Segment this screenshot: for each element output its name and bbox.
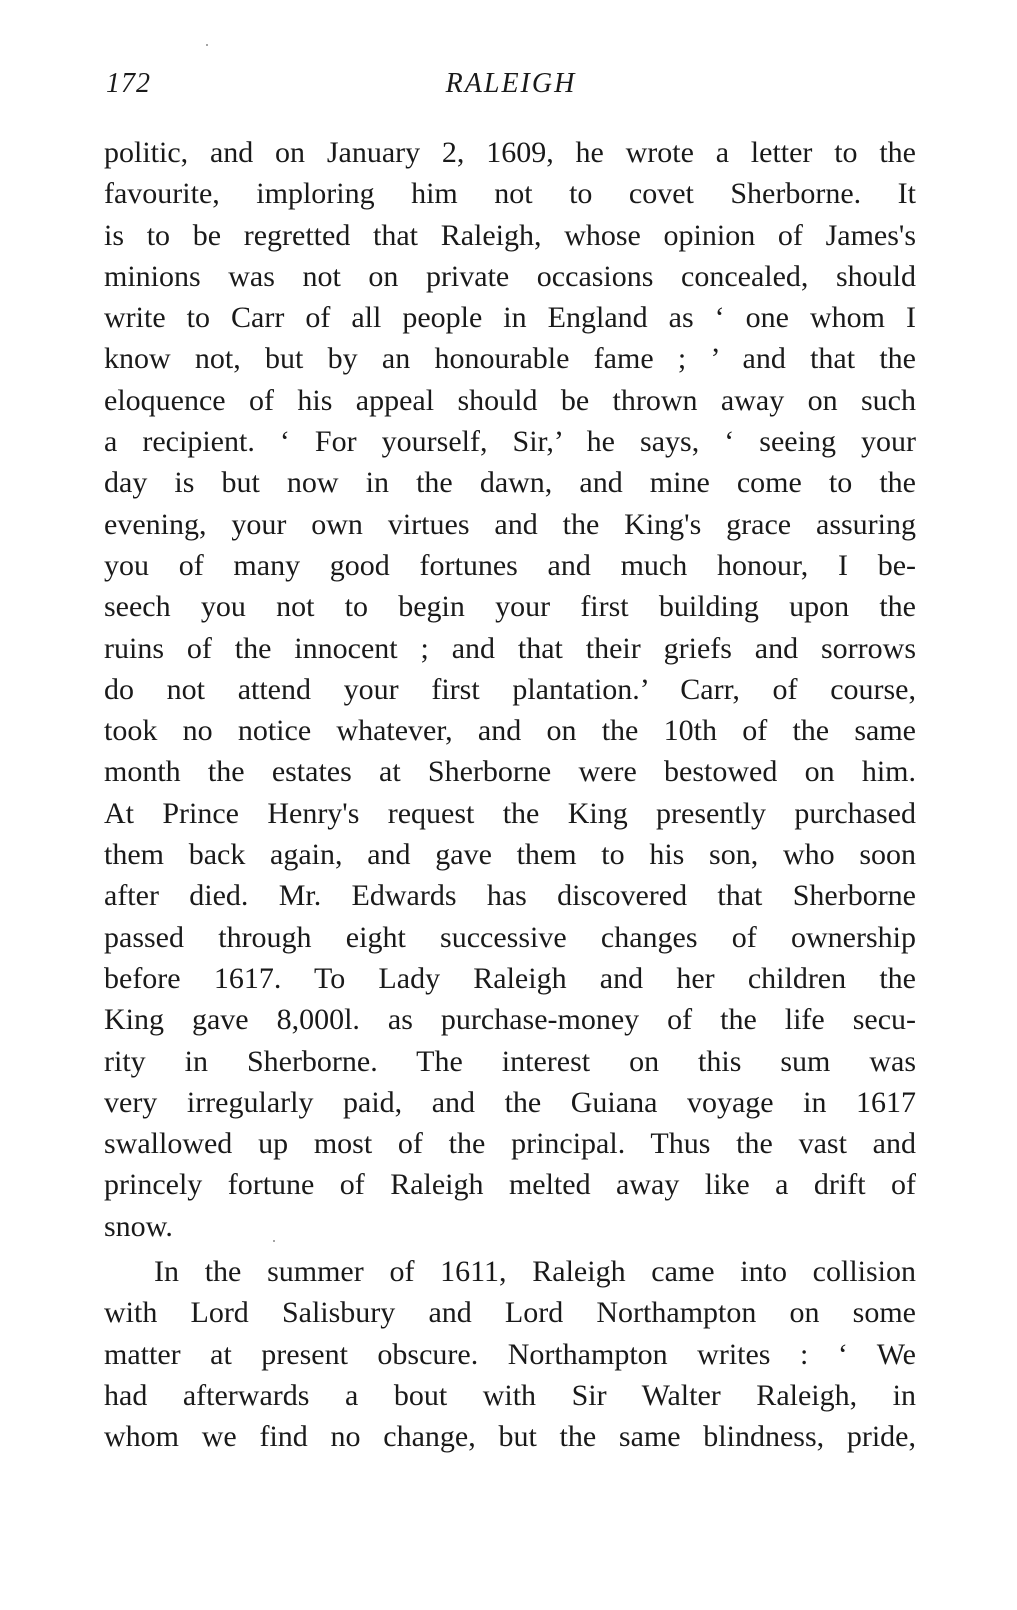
text-line: do not attend your first plantation.’ Carr, of course, — [104, 672, 916, 706]
text-line: politic, and on January 2, 1609, he wrote a letter to the — [104, 136, 916, 169]
text-line: had afterwards a bout with Sir Walter Raleigh, in — [104, 1378, 916, 1412]
scan-speck — [273, 1240, 275, 1242]
text-line: after died. Mr. Edwards has discovered that Sherborne — [104, 879, 916, 913]
text-line: a recipient. ‘ For yourself, Sir,’ he says, ‘ seeing your — [104, 425, 916, 459]
text-line: whom we find no change, but the same blindness, pride, — [104, 1420, 916, 1454]
text-line: took no notice whatever, and on the 10th of the same — [104, 714, 916, 748]
body-text — [104, 132, 916, 1458]
text-line: month the estates at Sherborne were bestowed on him. — [104, 755, 916, 789]
text-line: passed through eight successive changes of ownership — [104, 920, 916, 954]
text-line: with Lord Salisbury and Lord Northampton on some — [104, 1296, 916, 1330]
text-line: eloquence of his appeal should be thrown away on such — [104, 383, 916, 417]
text-line: At Prince Henry's request the King presently purchased — [104, 796, 916, 830]
text-line: swallowed up most of the principal. Thus the vast and — [104, 1127, 916, 1161]
page-number: 172 — [106, 68, 151, 99]
text-line: them back again, and gave them to his son, who soon — [104, 838, 916, 872]
scan-speck — [206, 44, 208, 46]
text-line: is to be regretted that Raleigh, whose opinion of James's — [104, 218, 916, 252]
text-line: write to Carr of all people in England as ‘ one whom I — [104, 301, 916, 335]
text-line: seech you not to begin your first building upon the — [104, 590, 916, 624]
paragraph-1 — [104, 132, 916, 1247]
text-line: very irregularly paid, and the Guiana voyage in 1617 — [104, 1085, 916, 1119]
text-line: day is but now in the dawn, and mine come to the — [104, 466, 916, 500]
text-line: before 1617. To Lady Raleigh and her children the — [104, 961, 916, 995]
text-line: you of many good fortunes and much honour, I be- — [104, 548, 916, 582]
page-header — [106, 68, 916, 108]
text-line: ruins of the innocent ; and that their griefs and sorrows — [104, 631, 916, 665]
paragraph-2 — [104, 1251, 916, 1457]
text-line: matter at present obscure. Northampton writes : ‘ We — [104, 1337, 916, 1371]
running-title: RALEIGH — [445, 68, 577, 99]
text-line: favourite, imploring him not to covet Sherborne. It — [104, 177, 916, 211]
text-line: rity in Sherborne. The interest on this sum was — [104, 1044, 916, 1078]
text-line: In the summer of 1611, Raleigh came into collision — [154, 1255, 916, 1289]
text-line: evening, your own virtues and the King's grace assuring — [104, 507, 916, 541]
text-line: know not, but by an honourable fame ; ’ and that the — [104, 342, 916, 376]
text-line: King gave 8,000l. as purchase-money of the life secu- — [104, 1003, 916, 1037]
text-line: minions was not on private occasions concealed, should — [104, 259, 916, 293]
text-line: snow. — [104, 1209, 173, 1243]
text-line: princely fortune of Raleigh melted away like a drift of — [104, 1168, 916, 1202]
